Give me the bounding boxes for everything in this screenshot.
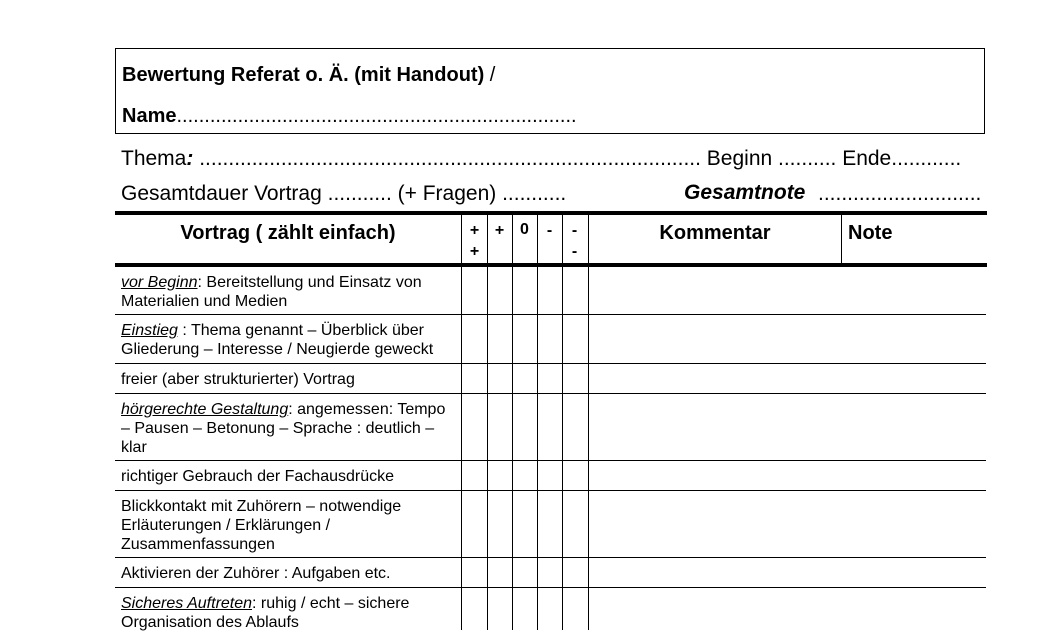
header-box [115, 48, 985, 134]
col-header-plus: + [494, 222, 505, 239]
col-header-plusplus: + + [469, 222, 480, 260]
row-divider [115, 460, 986, 461]
col-header-vortrag: Vortrag ( zählt einfach) [180, 222, 396, 244]
row-divider [115, 363, 986, 364]
form-title: Bewertung Referat o. Ä. (mit Handout) / [122, 64, 496, 86]
col-header-note: Note [848, 222, 893, 244]
thema-line: Thema: ...................................................................................... Beginn .......... Ende............ [121, 147, 962, 170]
dauer-line: Gesamtdauer Vortrag ........... (+ Fragen) ........... [121, 182, 567, 205]
col-divider [461, 215, 462, 263]
row-divider [115, 587, 986, 588]
col-divider [487, 267, 488, 630]
table-row: richtiger Gebrauch der Fachausdrücke [121, 468, 395, 485]
table-row: hörgerechte Gestaltung: angemessen: Tempo – Pausen – Betonung – Sprache : deutlich – klar [121, 401, 446, 456]
table-header-rule [115, 263, 987, 267]
col-divider [537, 267, 538, 630]
table-row: Sicheres Auftreten: ruhig / echt – sichere Organisation des Ablaufs [121, 595, 410, 631]
col-divider [562, 267, 563, 630]
col-divider [562, 215, 563, 263]
col-header-minus: - [546, 222, 553, 239]
col-divider [487, 215, 488, 263]
gesamtnote-label: Gesamtnote [684, 181, 806, 204]
col-divider [461, 267, 462, 630]
col-header-minusminus: - - [571, 222, 578, 260]
row-divider [115, 393, 986, 394]
gesamtnote-dots: ............................ [818, 182, 982, 205]
col-divider [841, 215, 842, 263]
col-divider [512, 267, 513, 630]
col-divider [537, 215, 538, 263]
table-row: Einstieg : Thema genannt – Überblick über Gliederung – Interesse / Neugierde geweckt [121, 322, 434, 358]
table-top-rule [115, 211, 987, 215]
col-header-zero: 0 [520, 221, 529, 238]
col-header-kommentar: Kommentar [659, 222, 771, 244]
row-divider [115, 314, 986, 315]
row-divider [115, 490, 986, 491]
table-row: Aktivieren der Zuhörer : Aufgaben etc. [121, 565, 391, 582]
col-divider [588, 267, 589, 630]
table-row: freier (aber strukturierter) Vortrag [121, 371, 355, 388]
col-divider [588, 215, 589, 263]
name-field: Name........................................................................ [122, 105, 577, 127]
table-row: vor Beginn: Bereitstellung und Einsatz von Materialien und Medien [121, 274, 422, 310]
col-divider [512, 215, 513, 263]
table-row: Blickkontakt mit Zuhörern – notwendige Erläuterungen / Erklärungen / Zusammenfassungen [121, 498, 402, 553]
row-divider [115, 557, 986, 558]
